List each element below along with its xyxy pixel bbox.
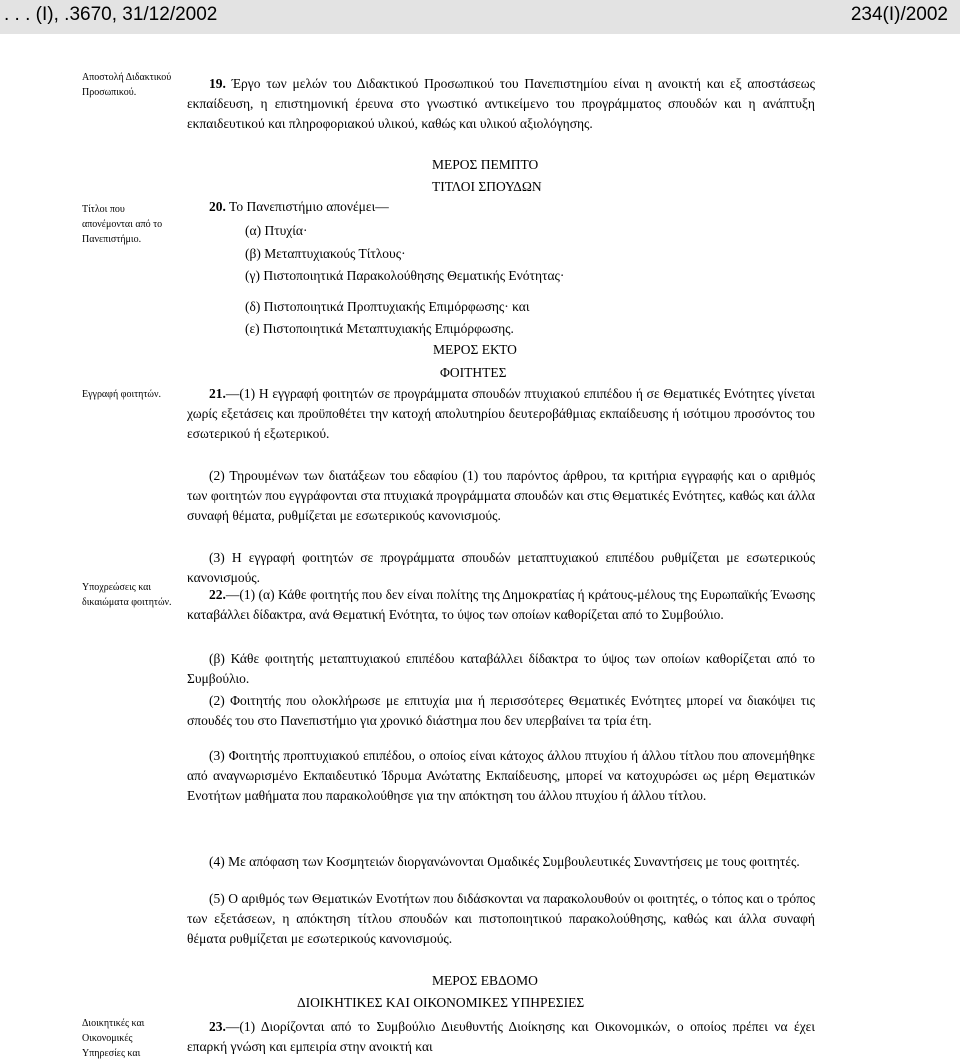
section-21-para-1 (187, 384, 815, 444)
page-header (0, 0, 960, 34)
section-22-para-2: (2) Φοιτητής που ολοκλήρωσε με επιτυχία μια ή περισσότερες Θεματικές Ενότητες μπορεί να διακόψει τις σπουδές του στο Πανεπιστήμιο για χρονικό διάστημα που δεν υπερβαίνει τα τρία έτη. (187, 693, 815, 728)
section-20-item-a: (α) Πτυχία· (245, 223, 308, 238)
section-21-text: —(1) Η εγγραφή φοιτητών σε προγράμματα σπουδών πτυχιακού επιπέδου ή σε Θεματικές Ενότητες γίνεται χωρίς εξετάσεις και προϋποθέτει την κατοχή απολυτηρίου δευτεροβάθμιας εκπαίδευσης ή ισότιμου προσόντος του εσωτερικού ή εξωτερικού. (187, 386, 815, 441)
header-left: . . . (Ι), .3670, 31/12/2002 (4, 4, 218, 25)
part-5-title: ΜΕΡΟΣ ΠΕΜΠΤΟ (432, 157, 539, 172)
section-21-para-2: (2) Τηρουμένων των διατάξεων του εδαφίου (1) του παρόντος άρθρου, τα κριτήρια εγγραφής και ο αριθμός των φοιτητών που εγγράφονται στα πτυχιακά προγράμματα σπουδών και στις Θεματικές Ενότητες, καθώς και άλλα συναφή θέματα, ρυθμίζεται με εσωτερικούς κανονισμούς. (187, 468, 815, 523)
margin-note-degrees: Τίτλοι που απονέμονται από το Πανεπιστήμιο. (82, 204, 163, 245)
section-21-para-3: (3) Η εγγραφή φοιτητών σε προγράμματα σπουδών μεταπτυχιακού επιπέδου ρυθμίζεται με εσωτερικούς κανονισμούς. (187, 550, 815, 585)
section-22-number: 22. (209, 587, 226, 602)
margin-note-registration: Εγγραφή φοιτητών. (82, 389, 162, 400)
part-7-title: ΜΕΡΟΣ ΕΒΔΟΜΟ (432, 973, 538, 988)
section-23-text: —(1) Διορίζονται από το Συμβούλιο Διευθυντής Διοίκησης και Οικονομικών, ο οποίος πρέπει να έχει επαρκή γνώση και εμπειρία στην ανοικτή και (187, 1019, 815, 1054)
part-7-subtitle: ΔΙΟΙΚΗΤΙΚΕΣ ΚΑΙ ΟΙΚΟΝΟΜΙΚΕΣ ΥΠΗΡΕΣΙΕΣ (297, 995, 585, 1010)
part-6-title: ΜΕΡΟΣ ΕΚΤΟ (433, 342, 517, 357)
section-22-para-5: (5) Ο αριθμός των Θεματικών Ενοτήτων που διδάσκονται να παρακολουθούν οι φοιτητές, ο τόπος και ο τρόπος των εξετάσεων, η απόκτηση τίτλου σπουδών και πιστοποιητικού παρακολούθησης, καθώς και άλλα συναφή θέματα ρυθμίζεται με εσωτερικούς κανονισμούς. (187, 891, 815, 946)
margin-note-student-obligations: Υποχρεώσεις και δικαιώματα φοιτητών. (82, 582, 172, 608)
section-22-text: —(1) (α) Κάθε φοιτητής που δεν είναι πολίτης της Δημοκρατίας ή κράτους-μέλους της Ευρωπαϊκής Ένωσης καταβάλλει δίδακτρα, ανά Θεματική Ενότητα, το ύψος των οποίων καθορίζεται από το Συμβούλιο. (187, 587, 815, 622)
section-22-para-1 (187, 585, 815, 625)
part-5-subtitle: ΤΙΤΛΟΙ ΣΠΟΥΔΩΝ (432, 179, 542, 194)
section-20 (209, 197, 389, 217)
section-19 (187, 74, 815, 134)
section-20-item-d: (δ) Πιστοποιητικά Προπτυχιακής Επιμόρφωσης· και (245, 299, 530, 314)
section-20-item-e: (ε) Πιστοποιητικά Μεταπτυχιακής Επιμόρφωσης. (245, 321, 514, 336)
section-20-item-b: (β) Μεταπτυχιακούς Τίτλους· (245, 246, 406, 261)
section-22-para-1b: (β) Κάθε φοιτητής μεταπτυχιακού επιπέδου καταβάλλει δίδακτρα το ύψος των οποίων καθορίζεται από το Συμβούλιο. (187, 651, 815, 686)
section-19-text: Έργο των μελών του Διδακτικού Προσωπικού του Πανεπιστημίου είναι η ανοικτή και εξ αποστάσεως εκπαίδευση, η επιστημονική έρευνα στο γνωστικό αντικείμενο του προγράμματος σπουδών και η ανάπτυξη εκπαιδευτικού και πληροφοριακού υλικού, καθώς και υλικού αξιολόγησης. (187, 76, 816, 131)
section-21-number: 21. (209, 386, 226, 401)
margin-note-admin-services: Διοικητικές και Οικονομικές Υπηρεσίες και (82, 1018, 145, 1059)
section-20-number: 20. (209, 199, 226, 214)
section-19-number: 19. (209, 76, 226, 91)
section-23-number: 23. (209, 1019, 226, 1034)
margin-note-staff-mission: Αποστολή Διδακτικού Προσωπικού. (82, 72, 172, 98)
section-22-para-3: (3) Φοιτητής προπτυχιακού επιπέδου, ο οποίος είναι κάτοχος άλλου πτυχίου ή άλλου τίτλου που απονεμήθηκε από αναγνωρισμένο Εκπαιδευτικό Ίδρυμα Ανώτατης Εκπαίδευσης, μπορεί να κατοχυρώσει ως μέρη Θεματικών Ενοτήτων μαθήματα που παρακολούθησε για την απόκτηση του άλλου πτυχίου ή άλλου τίτλου. (187, 748, 815, 803)
section-20-item-c: (γ) Πιστοποιητικά Παρακολούθησης Θεματικής Ενότητας· (245, 268, 565, 283)
part-6-subtitle: ΦΟΙΤΗΤΕΣ (440, 365, 507, 380)
section-20-text: Το Πανεπιστήμιο απονέμει— (229, 199, 389, 214)
header-right: 234(Ι)/2002 (850, 4, 948, 25)
section-23 (187, 1017, 815, 1057)
section-22-para-4: (4) Με απόφαση των Κοσμητειών διοργανώνονται Ομαδικές Συμβουλευτικές Συναντήσεις με τους φοιτητές. (209, 854, 800, 869)
